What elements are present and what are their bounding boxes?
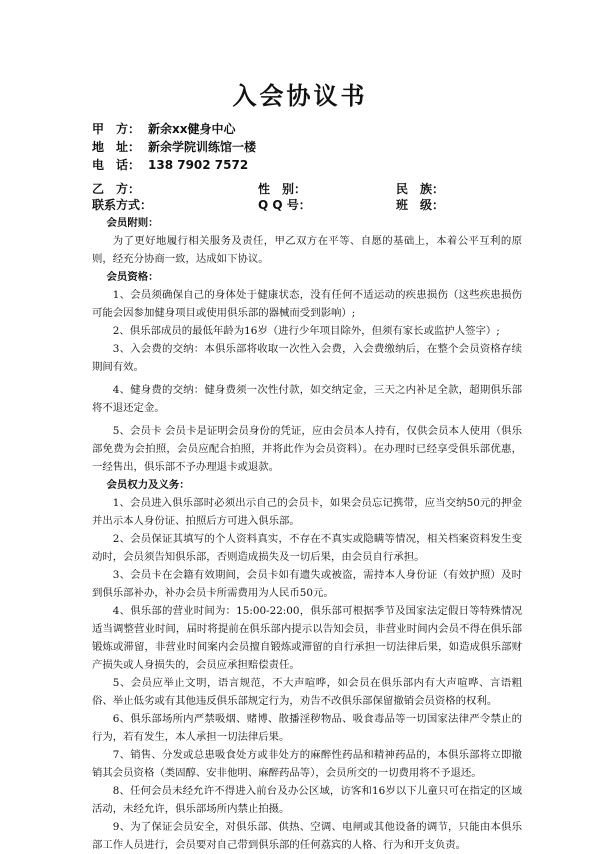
section-heading: 会员权力及义务： xyxy=(106,479,190,491)
paragraph: 9、为了保证会员安全，对俱乐部、供热、空调、电闸或其他设备的调节，只能由本俱乐部工作人员进行，会员要对自己带到俱乐部的任何荔宾的人格、行为和开支负责。 xyxy=(92,821,522,851)
paragraph: 2、俱乐部成员的最低年龄为16岁（进行少年项目除外，但须有家长或监护人签字）; xyxy=(112,325,500,337)
contact-label: 联系方式： xyxy=(92,198,153,212)
gender-label: 性 别： xyxy=(258,182,307,196)
paragraph: 1、会员须确保自己的身体处于健康状态，没有任何不适运动的疾患损伤（这些疾患损伤可能会因参加健身项目或使用俱乐部的器械而受到影响）; xyxy=(92,289,522,319)
party-b-label: 乙 方： xyxy=(92,182,141,196)
phone-value: 138 7902 7572 xyxy=(148,158,249,172)
party-a-phone-row xyxy=(92,156,248,173)
paragraph: 1、会员进入俱乐部时必须出示自己的会员卡，如果会员忘记携带，应当交纳50元的押金并出示本人身份证、拍照后方可进入俱乐部。 xyxy=(92,497,522,527)
paragraph: 7、销售、分发或总患吸食处方或非处方的麻醉性药品和精神药品的，本俱乐部将立即撤销其会员资格（类固醇、安非他明、麻醉药品等），会员所交的一切费用将不予退还。 xyxy=(92,749,522,779)
address-value: 新余学院训练馆一楼 xyxy=(148,140,257,154)
party-a-label: 甲 方： xyxy=(92,122,141,136)
paragraph: 4、俱乐部的营业时间为：15:00-22:00，俱乐部可根据季节及国家法定假日等特殊情况适当调整营业时间，届时将提前在俱乐部内提示以告知会员，非营业时间内会员不得在俱乐部锻炼或滞留，非营业时间案内会员擅自锻炼或滞留的自行承担一切法律后果，如造成俱乐部财产损失或人身损失的，会员应承担赔偿责任。 xyxy=(92,605,522,671)
party-a-name-row xyxy=(92,120,235,137)
party-a-name: 新余xx健身中心 xyxy=(148,122,236,136)
class-label: 班 级： xyxy=(396,198,445,212)
paragraph: 6、俱乐部场所内严禁吸烟、赌博、散播淫秽物品、吸食毒品等一切国家法律严令禁止的行为，若有发生，本人承担一切法律后果。 xyxy=(92,713,522,743)
party-a-address-row xyxy=(92,138,256,155)
paragraph: 4、健身费的交纳：健身费须一次性付款，如交纳定金，三天之内补足全款，超期俱乐部将不退还定金。 xyxy=(92,384,522,414)
paragraph: 为了更好地履行相关服务及责任，甲乙双方在平等、自愿的基础上，本着公平互利的原则，经充分协商一致，达成如下协议。 xyxy=(92,235,522,265)
paragraph: 8、任何会员未经允许不得进入前台及办公区域，访客和16岁以下儿童只可在指定的区域活动，未经允许，俱乐部场所内禁止拍摄。 xyxy=(92,785,522,815)
agreement-body xyxy=(92,214,522,854)
document-title: 入会协议书 xyxy=(232,82,368,110)
paragraph: 3、入会费的交纳：本俱乐部将收取一次性入会费，入会费缴纳后，在整个会员资格存续期间有效。 xyxy=(92,343,522,373)
ethnicity-label: 民 族： xyxy=(396,182,445,196)
paragraph: 2、会员保证其填写的个人资料真实，不存在不真实或隐瞒等情况，相关档案资料发生变动时，会员须告知俱乐部，否则造成损失及一切后果，由会员自行承担。 xyxy=(92,533,522,563)
paragraph: 5、会员卡 会员卡是证明会员身份的凭证，应由会员本人持有，仅供会员本人使用（俱乐部免费为会拍照，会员应配合拍照，并将此作为会员资料）。在办理时已经享受俱乐部优惠，一经售出，俱乐部不予办理退卡或退款。 xyxy=(92,425,522,473)
section-heading: 会员资格： xyxy=(106,271,159,283)
paragraph: 3、会员卡在会籍有效期间，会员卡如有遗失或被盗，需持本人身份证（有效护照）及时到俱乐部补办，补办会员卡所需费用为人民币50元。 xyxy=(92,569,522,599)
paragraph: 5、会员应举止文明，语言规范，不大声喧哗，如会员在俱乐部内有大声喧哗、言语粗俗、举止低劣或有其他违反俱乐部规定行为，劝告不改俱乐部保留撤销会员资格的权利。 xyxy=(92,677,522,707)
qq-label: Q Q 号： xyxy=(258,198,311,212)
phone-label: 电 话： xyxy=(92,158,141,172)
address-label: 地 址： xyxy=(92,140,141,154)
section-heading: 会员附则： xyxy=(106,217,159,229)
